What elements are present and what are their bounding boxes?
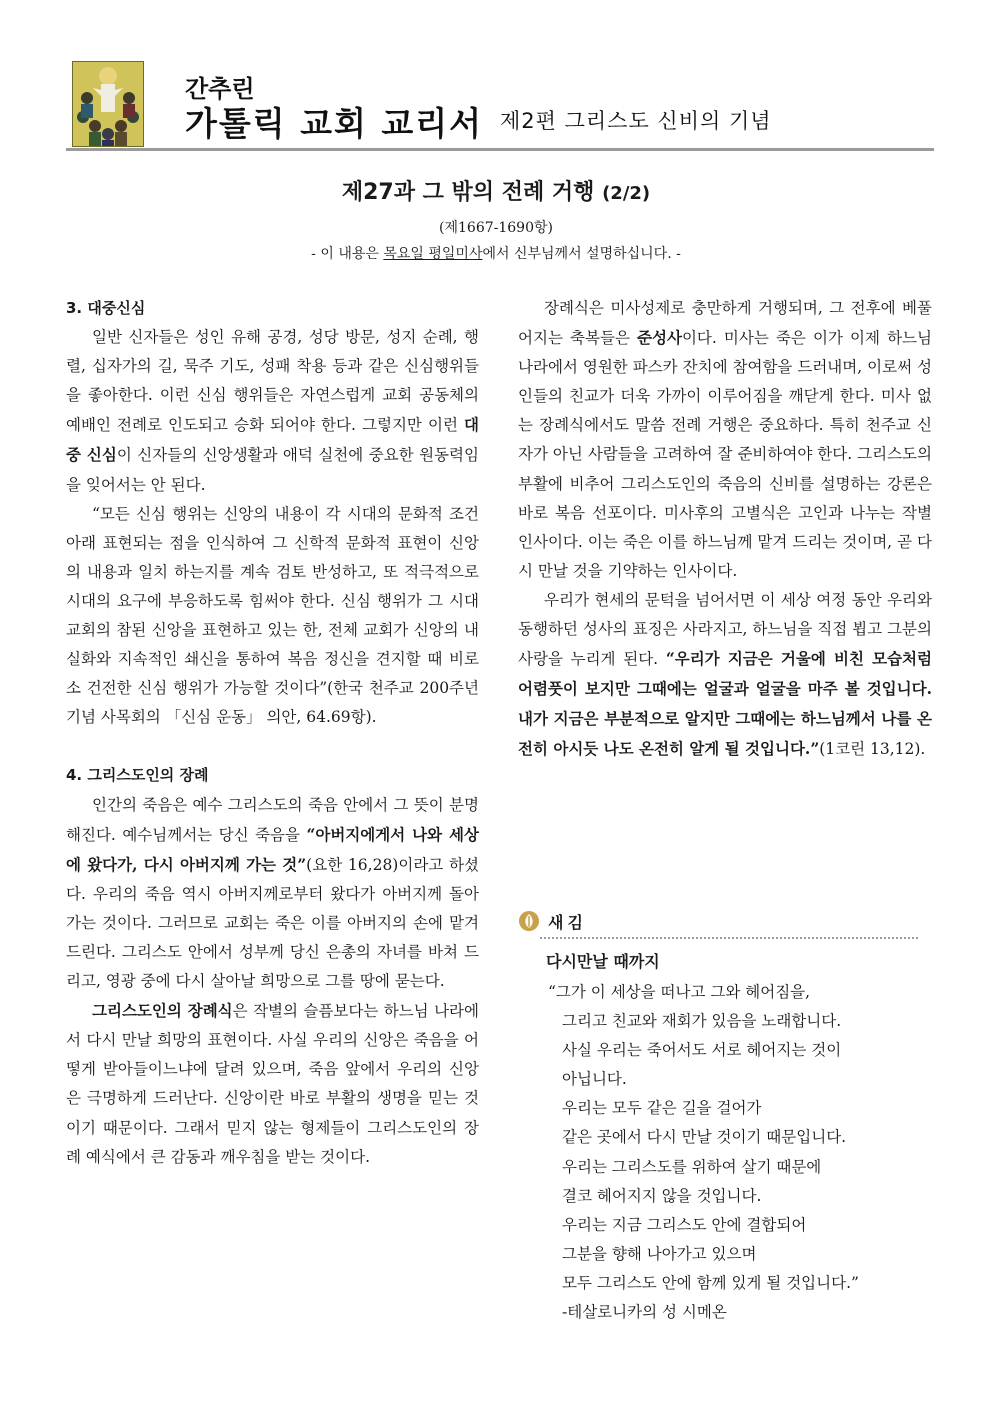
section-3-paragraph-2: “모든 신심 행위는 신앙의 내용이 각 시대의 문화적 조건 아래 표현되는 점을 인식하여 그 신학적 문화적 표현이 신앙의 내용과 일치 하는지를 계속 검토 반성하고, 또 적극적으로 시대의 요구에 부응하도록 힘써야 한다. 신심 행위가 그 시대 교회의 참된 신앙을 표현하고 있는 한, 전체 교회가 신앙의 내실화와 지속적인 쇄신을 통하여 복음 정신을 견지할 때 비로소 건전한 신심 행위가 가능할 것이다”(한국 천주교 200주년 기념 사목회의 「신심 운동」 의안, 64.69항). bbox=[66, 504, 479, 727]
bold-quote: “아버지에게서 나와 세상에 왔다가, 다시 아버지께 가는 것” bbox=[66, 824, 479, 874]
poem-line: 사실 우리는 죽어서도 서로 헤어지는 것이 bbox=[562, 1041, 842, 1060]
bold-term: 준성사 bbox=[637, 328, 682, 348]
brand-small-title: 간추린 bbox=[185, 75, 255, 103]
poem-line: 그분을 향해 나아가고 있으며 bbox=[562, 1244, 757, 1263]
poem-body bbox=[548, 978, 938, 1327]
page-header bbox=[70, 58, 934, 150]
brand-subtitle: 제2편 그리스도 신비의 기념 bbox=[500, 109, 772, 133]
right-column bbox=[518, 294, 932, 765]
catechism-logo bbox=[72, 61, 144, 147]
poem-line: 모두 그리스도 안에 함께 있게 될 것입니다.” bbox=[562, 1273, 859, 1292]
poem-line: 우리는 그리스도를 위하여 살기 때문에 bbox=[562, 1157, 822, 1176]
lesson-title bbox=[0, 175, 992, 206]
section-3-heading: 3. 대중신심 bbox=[66, 299, 146, 317]
lesson-title-main: 제27과 그 밖의 전례 거행 bbox=[341, 180, 595, 205]
poem-line: -테살로니카의 성 시메온 bbox=[562, 1303, 727, 1322]
text-run: 이다. 미사는 죽은 이가 이제 하느님 나라에서 영원한 파스카 잔치에 참여함을 드러내며, 이로써 성인들의 친교가 더욱 가까이 이루어짐을 깨닫게 한다. 미사 없는 장례식에서도 말씀 전례 거행은 중요하다. 특히 천주교 신자가 아닌 사람들을 고려하여 잘 준비하여야 한다. 그리스도의 부활에 비추어 그리스도인의 죽음의 신비를 설명하는 강론은 바로 복음 선포이다. 미사후의 고별식은 고인과 나누는 작별 인사이다. 이는 죽은 이를 하느님께 맡겨 드리는 것이며, 곧 다시 만날 것을 기약하는 인사이다. bbox=[518, 329, 932, 580]
header-divider bbox=[66, 148, 934, 151]
text-run: (1코린 13,12). bbox=[819, 740, 926, 759]
poem-line: 우리는 모두 같은 길을 걸어가 bbox=[562, 1099, 762, 1118]
text-run: 우리가 현세의 문턱을 넘어서면 이 세상 여정 동안 우리와 동행하던 성사의 표징은 사라지고, 하느님을 직접 뵙고 그분의 사랑을 누리게 된다. bbox=[518, 590, 932, 669]
poem-line: 같은 곳에서 다시 만날 것이기 때문입니다. bbox=[562, 1128, 847, 1147]
mass-note-post: 에서 신부님께서 설명하십니다. - bbox=[482, 246, 681, 262]
poem-line: 결코 헤어지지 않을 것입니다. bbox=[562, 1186, 762, 1205]
section-4-paragraph-2 bbox=[66, 996, 479, 1172]
mass-note-underlined: 목요일 평일미사 bbox=[383, 246, 483, 262]
mass-note bbox=[0, 243, 992, 263]
bold-term: 그리스도인의 장례식 bbox=[92, 1001, 233, 1021]
saegim-label: 새김 bbox=[548, 913, 587, 932]
section-4-paragraph-1 bbox=[66, 791, 479, 997]
text-run: 일반 신자들은 성인 유해 공경, 성당 방문, 성지 순례, 행렬, 십자가의 길, 묵주 기도, 성패 착용 등과 같은 신심행위들을 좋아한다. 이런 신심 행위들은 자연스럽게 교회 공동체의 예배인 전례로 인도되고 승화 되어야 한다. 그렇지만 이런 bbox=[66, 328, 479, 435]
text-run: 인간의 죽음은 예수 그리스도의 죽음 안에서 그 뜻이 분명해진다. 예수님께서는 당신 죽음을 bbox=[66, 795, 479, 844]
left-column bbox=[66, 294, 479, 1172]
leaf-icon bbox=[518, 910, 540, 932]
poem-line: 그리고 친교와 재회가 있음을 노래합니다. bbox=[562, 1012, 842, 1031]
text-run: 이 신자들의 신앙생활과 애덕 실천에 중요한 원동력임을 잊어서는 안 된다. bbox=[66, 446, 479, 494]
threshold-paragraph bbox=[518, 586, 932, 765]
bold-quote: “우리가 지금은 거울에 비친 모습처럼 어렴풋이 보지만 그때에는 얼굴과 얼굴을 마주 볼 것입니다. 내가 지금은 부분적으로 알지만 그때에는 하느님께서 나를 온전히 아시듯 나도 온전히 알게 될 것입니다.” bbox=[518, 649, 932, 759]
poem-line: 아닙니다. bbox=[562, 1070, 627, 1089]
funeral-paragraph bbox=[518, 294, 932, 586]
brand-main-title: 가톨릭 교회 교리서 bbox=[185, 104, 484, 143]
section-4-heading: 4. 그리스도인의 장례 bbox=[66, 766, 209, 785]
logo-illustration bbox=[73, 62, 143, 146]
poem-title: 다시만날 때까지 bbox=[546, 952, 660, 971]
poem-line: “그가 이 세상을 떠나고 그와 헤어짐을, bbox=[548, 983, 811, 1001]
text-run: (요한 16,28)이라고 하셨다. 우리의 죽음 역시 아버지께로부터 왔다가 아버지께 돌아가는 것이다. 그러므로 교회는 죽은 이를 아버지의 손에 맡겨 드린다. 그리스도 안에서 성부께 당신 은총의 자녀를 바쳐 드리고, 영광 중에 다시 살아날 희망으로 그를 땅에 묻는다. bbox=[66, 855, 479, 991]
spacer bbox=[66, 732, 479, 761]
dotted-divider bbox=[540, 937, 918, 939]
section-3-paragraph-1 bbox=[66, 323, 479, 500]
paragraph-range: (제1667-1690항) bbox=[439, 220, 553, 236]
text-run: 은 작별의 슬픔보다는 하느님 나라에서 다시 만날 희망의 표현이다. 사실 우리의 신앙은 죽음을 어떻게 받아들이느냐에 달려 있으며, 죽음 앞에서 우리의 신앙은 극명하게 드러난다. 신앙이란 바로 부활의 생명을 믿는 것이기 때문이다. 그래서 믿지 않는 형제들이 그리스도인의 장례 예식에서 큰 감동과 깨우침을 받는 것이다. bbox=[66, 1002, 480, 1166]
bold-term: 대중 신심 bbox=[66, 415, 479, 465]
lesson-title-part: (2/2) bbox=[602, 183, 651, 204]
mass-note-pre: - 이 내용은 bbox=[311, 246, 384, 262]
text-run: 장례식은 미사성제로 충만하게 거행되며, 그 전후에 베풀어지는 축복들은 bbox=[518, 299, 932, 348]
poem-line: 우리는 지금 그리스도 안에 결합되어 bbox=[562, 1215, 807, 1234]
